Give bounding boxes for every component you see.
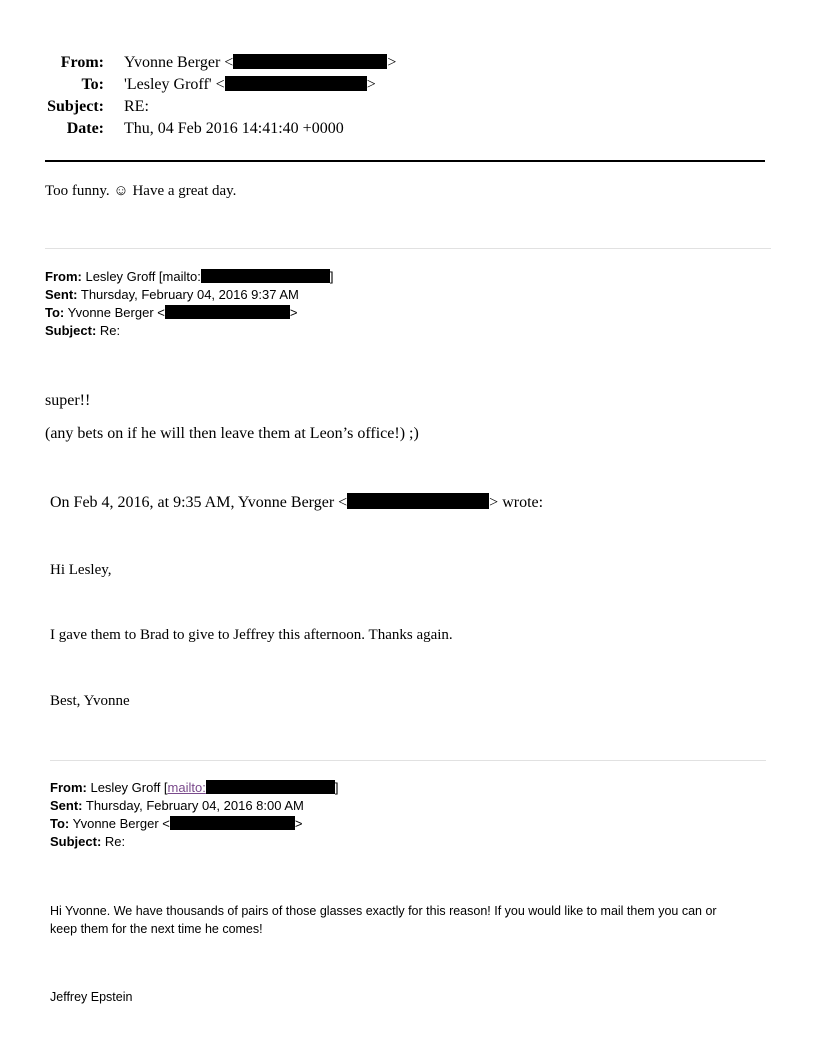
quote3-subject-label: Subject: — [50, 834, 102, 849]
quote3-from-value: Lesley Groff [ — [90, 780, 168, 795]
to-name: 'Lesley Groff' < — [124, 76, 225, 93]
quote3-from-close: ] — [334, 780, 339, 795]
to-value — [124, 74, 376, 96]
quote1-from-value: Lesley Groff [mailto: — [85, 269, 201, 284]
from-close: > — [387, 54, 397, 71]
quote1-to-label: To: — [45, 305, 65, 320]
quote1-from-label: From: — [45, 269, 82, 284]
redacted-email — [201, 269, 330, 283]
quote2-intro-suffix: > wrote: — [489, 494, 544, 511]
quote3-sent-value: Thursday, February 04, 2016 8:00 AM — [85, 798, 304, 813]
quote2-body: I gave them to Brad to give to Jeffrey this afternoon. Thanks again. — [50, 627, 453, 643]
redacted-email — [233, 54, 387, 69]
message-body: Too funny. ☺ Have a great day. — [45, 183, 237, 199]
header-divider — [45, 160, 765, 162]
quote3-subject-row — [50, 833, 125, 851]
mailto-link[interactable]: mailto: — [167, 780, 206, 795]
redacted-email — [225, 76, 367, 91]
quote3-to-row — [50, 815, 302, 833]
redacted-email — [347, 493, 489, 509]
quote1-subject-label: Subject: — [45, 323, 97, 338]
quote3-to-close: > — [294, 816, 303, 831]
quote1-to-close: > — [289, 305, 298, 320]
quote3-signature: Jeffrey Epstein — [50, 990, 133, 1004]
to-label: To: — [81, 76, 104, 93]
quote-divider — [45, 248, 771, 249]
quote1-to-row — [45, 304, 297, 322]
quote3-to-value: Yvonne Berger < — [72, 816, 170, 831]
quote3-subject-value: Re: — [104, 834, 126, 849]
subject-label: Subject: — [47, 98, 104, 115]
quote1-line2: (any bets on if he will then leave them at Leon’s office!) ;) — [45, 425, 419, 442]
quote1-from-close: ] — [329, 269, 334, 284]
quote3-body-line2: keep them for the next time he comes! — [50, 922, 263, 936]
quote2-signoff: Best, Yvonne — [50, 693, 130, 709]
quote1-subject-row — [45, 322, 120, 340]
quote1-sent-row — [45, 286, 299, 304]
quote3-sent-label: Sent: — [50, 798, 83, 813]
redacted-email — [206, 780, 335, 794]
quote3-to-label: To: — [50, 816, 70, 831]
from-name: Yvonne Berger < — [124, 54, 234, 71]
quote3-from-label: From: — [50, 780, 87, 795]
quote1-sent-value: Thursday, February 04, 2016 9:37 AM — [80, 287, 299, 302]
date-label: Date: — [66, 120, 104, 137]
header-subject-row — [0, 96, 400, 118]
redacted-email — [170, 816, 295, 830]
email-header — [0, 52, 400, 140]
from-label: From: — [60, 54, 104, 71]
subject-value: RE: — [124, 98, 149, 115]
header-from-row — [0, 52, 400, 74]
from-value — [124, 52, 396, 74]
quote2-greeting: Hi Lesley, — [50, 562, 112, 578]
quote-divider — [50, 760, 766, 761]
quote1-to-value: Yvonne Berger < — [67, 305, 165, 320]
quote3-from-row — [50, 779, 338, 797]
quote1-line1: super!! — [45, 392, 91, 409]
quote1-from-row — [45, 268, 333, 286]
quote1-subject-value: Re: — [99, 323, 121, 338]
quote3-sent-row — [50, 797, 304, 815]
redacted-email — [165, 305, 290, 319]
header-to-row — [0, 74, 400, 96]
quote3-body-line1: Hi Yvonne. We have thousands of pairs of those glasses exactly for this reason! If you would like to mail them you can or — [50, 904, 717, 918]
header-date-row — [0, 118, 400, 140]
quote1-sent-label: Sent: — [45, 287, 78, 302]
to-close: > — [366, 76, 376, 93]
quote2-intro — [50, 493, 543, 512]
quote2-intro-prefix: On Feb 4, 2016, at 9:35 AM, Yvonne Berger < — [50, 494, 348, 511]
date-value: Thu, 04 Feb 2016 14:41:40 +0000 — [124, 120, 344, 137]
